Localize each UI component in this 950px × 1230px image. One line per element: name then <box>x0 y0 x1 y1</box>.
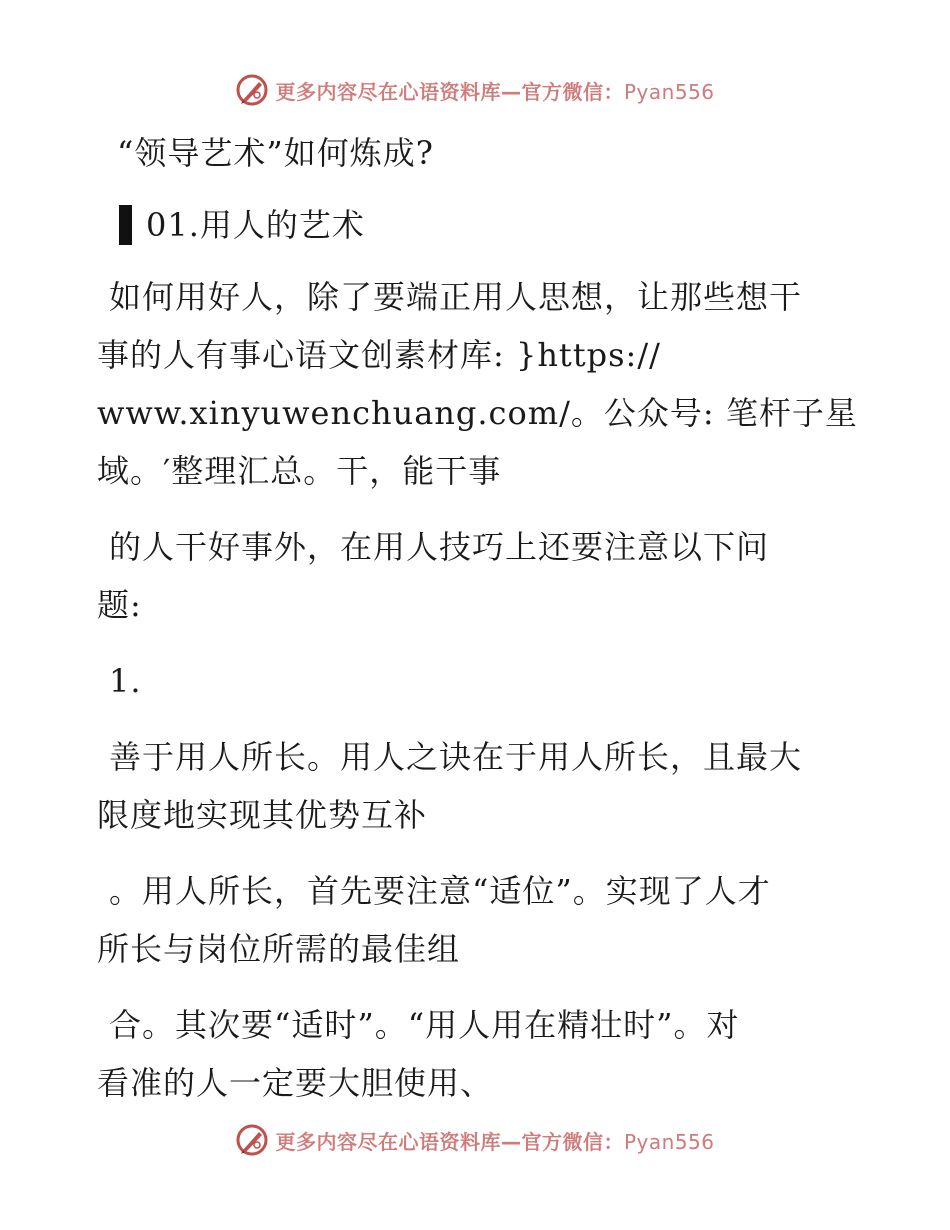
wechat-id: Pyan556 <box>623 79 715 104</box>
footer-banner <box>0 1120 950 1160</box>
paragraph-line: 域。′整理汇总。干，能干事 <box>97 452 502 490</box>
paragraph-line: 限度地实现其优势互补 <box>97 796 428 834</box>
paragraph-line: 善于用人所长。用人之诀在于用人所长，且最大 <box>109 738 803 776</box>
paragraph-line: 所长与岗位所需的最佳组 <box>97 930 461 968</box>
paragraph-line: 看准的人一定要大胆使用、 <box>97 1064 494 1102</box>
header-banner <box>0 70 950 110</box>
wechat-id: Pyan556 <box>623 1129 715 1154</box>
pen-logo-icon <box>235 73 269 107</box>
list-number: 1. <box>109 662 142 700</box>
pen-logo-icon <box>235 1123 269 1157</box>
document-title: “领导艺术”如何炼成? <box>117 134 434 172</box>
document-body <box>97 124 858 1112</box>
paragraph-line: 如何用好人，除了要端正用人思想，让那些想干 <box>109 278 803 316</box>
paragraph-line: 。用人所长，首先要注意“适位”。实现了人才 <box>109 872 771 910</box>
section-marker-bar <box>119 205 132 245</box>
section-heading <box>97 196 837 254</box>
section-heading-text: 01.用人的艺术 <box>146 206 365 244</box>
banner-text: 更多内容尽在心语资料库—官方微信：Pyan556 <box>275 79 715 104</box>
paragraph-line: 的人干好事外，在用人技巧上还要注意以下问 <box>109 528 770 566</box>
paragraph-line: 合。其次要“适时”。“用人用在精壮时”。对 <box>109 1006 740 1044</box>
paragraph-line: 事的人有事心语文创素材库: }https:// <box>97 336 661 374</box>
paragraph-line: 题: <box>97 586 142 624</box>
banner-text: 更多内容尽在心语资料库—官方微信：Pyan556 <box>275 1129 715 1154</box>
paragraph-line: www.xinyuwenchuang.com/。公众号: 笔杆子星 <box>97 394 858 432</box>
